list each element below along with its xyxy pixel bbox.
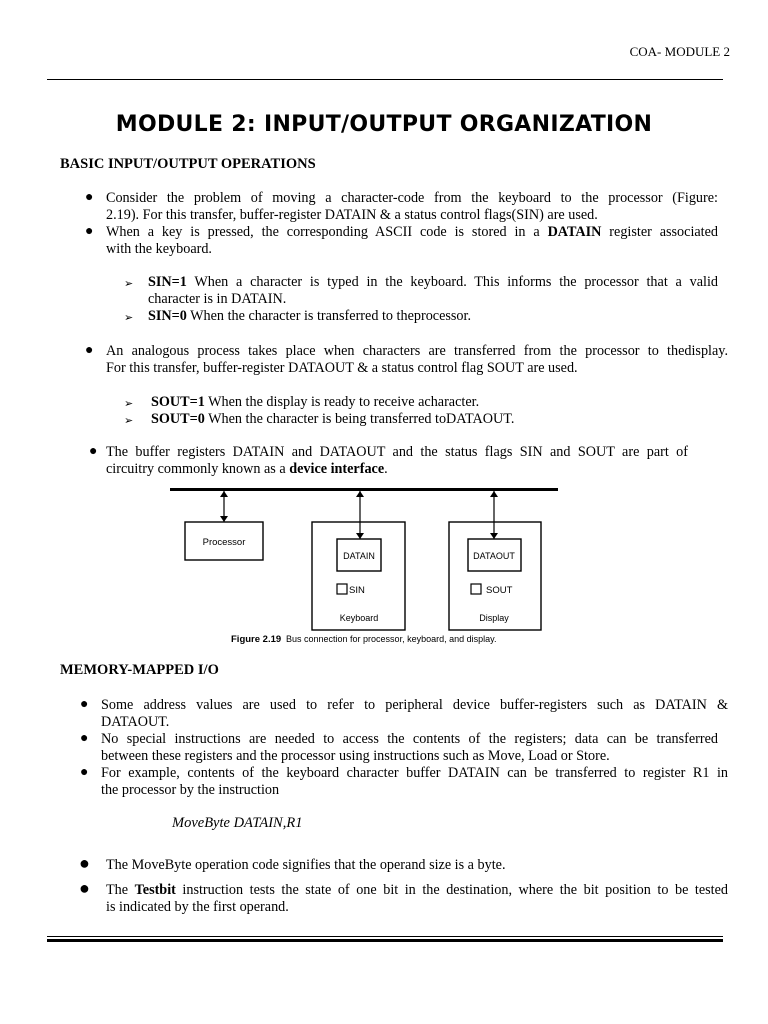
bullet-icon: ● bbox=[85, 190, 94, 205]
bold-term: SIN=1 bbox=[148, 274, 187, 290]
bold-term: DATAIN bbox=[547, 224, 602, 240]
section-heading-basic-io: BASIC INPUT/OUTPUT OPERATIONS bbox=[60, 156, 316, 172]
text-run: When a character is typed in the keyboard. This informs the processor that a valid bbox=[194, 274, 718, 290]
bold-term: SIN=0 bbox=[148, 308, 187, 324]
code-instruction: MoveByte DATAIN,R1 bbox=[172, 815, 303, 831]
text-run: register associated bbox=[609, 224, 719, 240]
figure-caption-label: Figure 2.19 bbox=[231, 634, 282, 645]
paragraph-mm-bullet-1 bbox=[101, 697, 728, 731]
display-label: Display bbox=[479, 613, 509, 623]
keyboard-label: Keyboard bbox=[339, 613, 379, 623]
footer-rule-thick bbox=[47, 939, 723, 942]
text-run: When a key is pressed, the corresponding ASCII code is stored in a bbox=[106, 224, 540, 240]
sin-flag-label: SIN bbox=[349, 585, 365, 596]
text-line: 2.19). For this transfer, buffer-register DATAIN & a status control flags(SIN) are used. bbox=[106, 207, 598, 223]
text-line: DATAOUT. bbox=[101, 714, 170, 730]
text-line: character is in DATAIN. bbox=[148, 291, 287, 307]
arrow-bullet-icon: ➢ bbox=[124, 312, 134, 324]
bullet-icon: ● bbox=[79, 853, 90, 873]
paragraph-bullet-4 bbox=[106, 444, 688, 478]
text-line: For this transfer, buffer-register DATAOUT & a status control flag SOUT are used. bbox=[106, 360, 578, 376]
text-run: instruction tests the state of one bit in the destination, where the bit position to be tested bbox=[182, 882, 729, 898]
text-line: For example, contents of the keyboard character buffer DATAIN can be transferred to register R1 in bbox=[101, 765, 728, 781]
section-heading-memory-mapped-io: MEMORY-MAPPED I/O bbox=[60, 662, 219, 678]
sout1-item bbox=[151, 394, 721, 411]
bold-term: SOUT=1 bbox=[151, 394, 205, 410]
text-line: the processor by the instruction bbox=[101, 782, 280, 798]
text-line: with the keyboard. bbox=[106, 241, 212, 257]
text-line bbox=[148, 274, 718, 291]
sin1-item bbox=[148, 274, 718, 308]
page-title: MODULE 2: INPUT/OUTPUT ORGANIZATION bbox=[115, 112, 653, 137]
text-line: Consider the problem of moving a character-code from the keyboard to the processor (Figure: bbox=[106, 190, 718, 206]
text-run: When the character is being transferred toDATAOUT. bbox=[208, 411, 515, 427]
bullet-icon: ● bbox=[85, 343, 94, 358]
dataout-label: DATAOUT bbox=[473, 551, 515, 561]
bullet-icon: ● bbox=[80, 731, 89, 746]
arrow-bullet-icon: ➢ bbox=[124, 415, 134, 427]
paragraph-mm-bullet-2 bbox=[101, 731, 718, 765]
sin0-item bbox=[148, 308, 718, 325]
arrow-down-icon bbox=[356, 533, 364, 539]
arrow-up-icon bbox=[356, 491, 364, 497]
paragraph-bullet-2 bbox=[106, 224, 718, 258]
bold-term: SOUT=0 bbox=[151, 411, 205, 427]
text-line: An analogous process takes place when characters are transferred from the processor to thedisplay. bbox=[106, 343, 728, 359]
text-line bbox=[106, 882, 728, 899]
processor-label: Processor bbox=[202, 537, 246, 548]
checkbox-icon bbox=[337, 584, 347, 594]
checkbox-icon bbox=[471, 584, 481, 594]
text-line: between these registers and the processor using instructions such as Move, Load or Store. bbox=[101, 748, 610, 764]
paragraph-bullet-3 bbox=[106, 343, 728, 377]
footer-rule-thin bbox=[47, 936, 723, 937]
bold-term: device interface bbox=[289, 461, 385, 477]
text-line: No special instructions are needed to access the contents of the registers; data can be transferred bbox=[101, 731, 718, 747]
bullet-icon: ● bbox=[79, 878, 90, 898]
text-run: . bbox=[384, 461, 388, 477]
arrow-bullet-icon: ➢ bbox=[124, 278, 134, 290]
bullet-icon: ● bbox=[80, 697, 89, 712]
text-run: The bbox=[106, 882, 129, 898]
bullet-icon: ● bbox=[80, 765, 89, 780]
figure-caption-text: Bus connection for processor, keyboard, and display. bbox=[286, 634, 497, 644]
running-header: COA- MODULE 2 bbox=[629, 44, 730, 59]
arrow-down-icon bbox=[220, 516, 228, 522]
text-run: When the character is transferred to theprocessor. bbox=[190, 308, 472, 324]
text-line: is indicated by the first operand. bbox=[106, 899, 289, 915]
paragraph-mm-bullet-5 bbox=[106, 882, 728, 916]
bus-connection-figure bbox=[165, 484, 565, 650]
paragraph-bullet-1 bbox=[106, 190, 718, 224]
bullet-icon: ● bbox=[89, 444, 98, 459]
system-bus bbox=[170, 488, 558, 491]
text-line bbox=[106, 461, 688, 478]
arrow-down-icon bbox=[490, 533, 498, 539]
text-line: The buffer registers DATAIN and DATAOUT and the status flags SIN and SOUT are part of bbox=[106, 444, 688, 460]
arrow-bullet-icon: ➢ bbox=[124, 398, 134, 410]
arrow-up-icon bbox=[220, 491, 228, 497]
paragraph-mm-bullet-4: The MoveByte operation code signifies that the operand size is a byte. bbox=[106, 857, 506, 873]
text-line bbox=[106, 224, 718, 241]
sout-flag-label: SOUT bbox=[486, 585, 513, 596]
bullet-icon: ● bbox=[85, 224, 94, 239]
arrow-up-icon bbox=[490, 491, 498, 497]
paragraph-mm-bullet-3 bbox=[101, 765, 728, 799]
text-run: circuitry commonly known as a bbox=[106, 461, 286, 477]
sout0-item bbox=[151, 411, 721, 428]
bold-term: Testbit bbox=[134, 882, 176, 898]
text-line: Some address values are used to refer to peripheral device buffer-registers such as DATAIN & bbox=[101, 697, 728, 713]
header-rule bbox=[47, 79, 723, 80]
text-run: When the display is ready to receive acharacter. bbox=[208, 394, 480, 410]
datain-label: DATAIN bbox=[343, 551, 375, 561]
